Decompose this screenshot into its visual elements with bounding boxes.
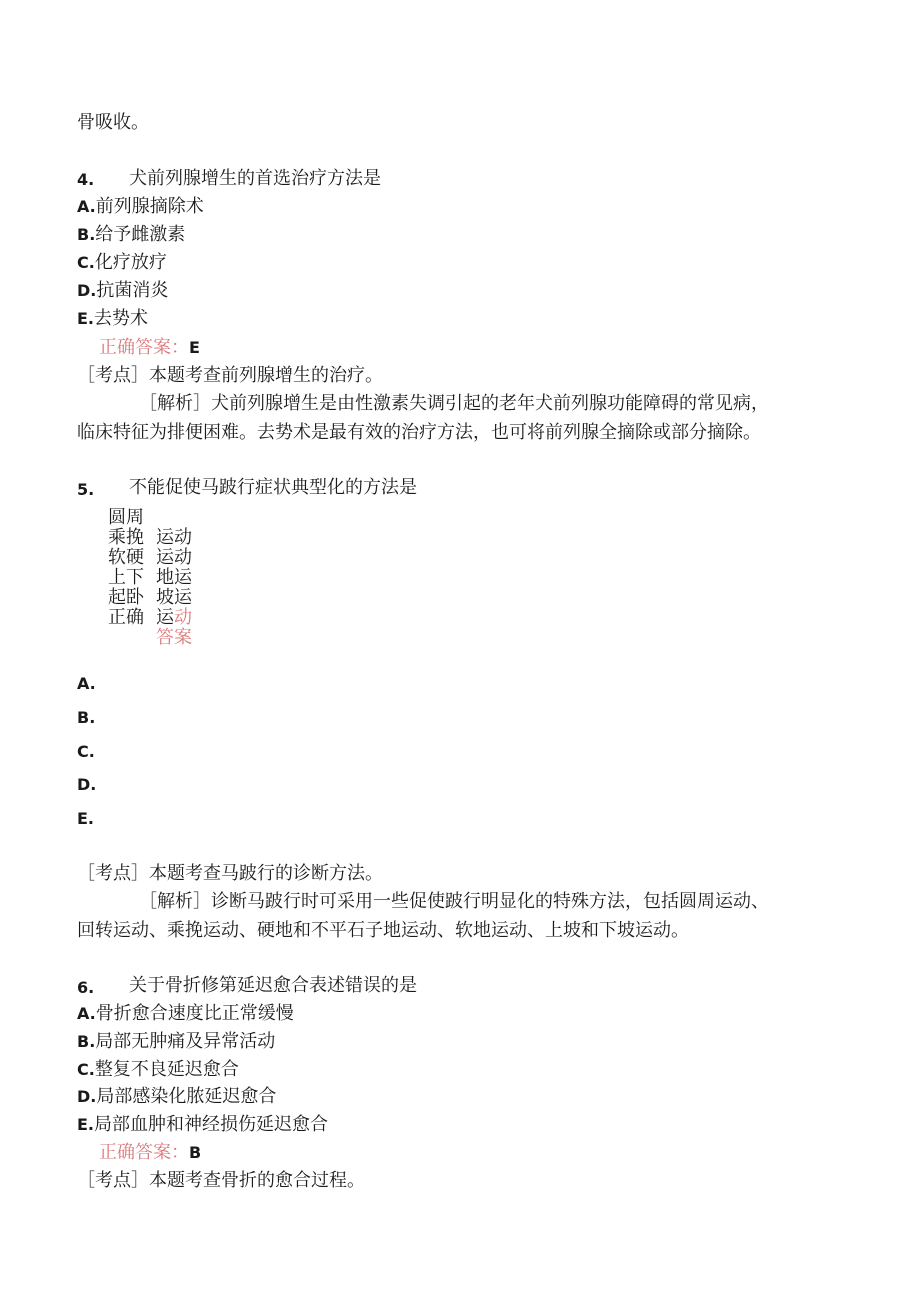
question-number: 5. (77, 480, 95, 499)
option-e: E. (77, 809, 95, 828)
option-text: 给予雌激素 (95, 224, 186, 245)
exam-point: ［考点］本题考查前列腺增生的治疗。 (77, 365, 383, 386)
analysis-line-2: 临床特征为排便困难。去势术是最有效的治疗方法，也可将前列腺全摘除或部分摘除。 (77, 422, 761, 443)
option-b (77, 224, 185, 246)
option-label: C. (77, 253, 95, 272)
option-label: A. (77, 197, 96, 216)
answer-value: E (189, 338, 200, 357)
grid-cell: 运动 (156, 547, 192, 568)
grid-row (108, 508, 192, 528)
analysis-line-1: ［解析］诊断马跛行时可采用一些促使跛行明显化的特殊方法，包括圆周运动、 (139, 891, 769, 912)
option-c: C. (77, 742, 95, 761)
grid-cell: 起卧 (108, 587, 144, 608)
option-e (77, 1114, 328, 1136)
option-d (77, 1086, 276, 1108)
option-label: D. (77, 281, 97, 300)
intro-text: 骨吸收。 (77, 112, 149, 133)
option-b (77, 1031, 275, 1053)
option-label: E. (77, 1115, 95, 1134)
option-b: B. (77, 708, 96, 727)
grid-cell: 圆周 (108, 507, 144, 528)
option-d (77, 280, 168, 302)
grid-cell: 坡运 (156, 587, 192, 608)
grid-cell: 上下 (108, 567, 144, 588)
grid-cell: 乘挽 (108, 527, 144, 548)
answer-label: 正确答案： (99, 1142, 189, 1163)
option-label: D. (77, 1087, 97, 1106)
option-text-grid (108, 508, 192, 648)
option-a (77, 196, 204, 218)
grid-cell: 正确 (108, 607, 144, 628)
grid-cell: 地运 (156, 567, 192, 588)
grid-cell: 答案 (156, 627, 192, 648)
option-text: 抗菌消炎 (96, 280, 169, 301)
grid-row (108, 608, 192, 628)
option-a (77, 1003, 294, 1025)
grid-row (108, 588, 192, 608)
grid-row (108, 528, 192, 548)
answer-label: 正确答案： (99, 337, 189, 358)
option-text: 局部无肿痛及异常活动 (95, 1031, 276, 1052)
option-label: A. (77, 1004, 96, 1023)
grid-cell: 软硬 (108, 547, 144, 568)
option-label: E. (77, 309, 95, 328)
question-stem: 犬前列腺增生的首选治疗方法是 (129, 168, 381, 189)
grid-cell (156, 608, 192, 628)
option-c (77, 1059, 239, 1081)
option-label: B. (77, 1032, 96, 1051)
option-text: 前列腺摘除术 (95, 196, 204, 217)
exam-point: ［考点］本题考查骨折的愈合过程。 (77, 1170, 365, 1191)
answer-value: B (189, 1143, 202, 1162)
option-text: 化疗放疗 (94, 252, 167, 273)
grid-cell: 运动 (156, 527, 192, 548)
grid-row (108, 628, 192, 648)
option-c (77, 252, 167, 274)
exam-point: ［考点］本题考查马跛行的诊断方法。 (77, 863, 383, 884)
option-e (77, 308, 148, 330)
correct-answer (99, 337, 200, 359)
question-number: 4. (77, 170, 95, 189)
option-text: 局部感染化脓延迟愈合 (96, 1086, 277, 1107)
option-text: 局部血肿和神经损伤延迟愈合 (94, 1114, 329, 1135)
analysis-line-1: ［解析］犬前列腺增生是由性激素失调引起的老年犬前列腺功能障碍的常见病， (139, 393, 769, 414)
option-text: 去势术 (94, 308, 149, 329)
option-a: A. (77, 674, 96, 693)
question-stem: 不能促使马跛行症状典型化的方法是 (129, 477, 417, 498)
grid-row (108, 548, 192, 568)
option-d: D. (77, 775, 97, 794)
option-text: 骨折愈合速度比正常缓慢 (95, 1003, 294, 1024)
analysis-line-2: 回转运动、乘挽运动、硬地和不平石子地运动、软地运动、上坡和下坡运动。 (77, 920, 689, 941)
question-stem: 关于骨折修第延迟愈合表述错误的是 (129, 975, 417, 996)
grid-char: 运 (156, 607, 174, 628)
question-number: 6. (77, 978, 95, 997)
grid-row (108, 568, 192, 588)
correct-answer (99, 1142, 201, 1164)
option-label: B. (77, 225, 96, 244)
option-text: 整复不良延迟愈合 (94, 1059, 239, 1080)
option-label: C. (77, 1060, 95, 1079)
grid-char: 动 (174, 607, 192, 628)
